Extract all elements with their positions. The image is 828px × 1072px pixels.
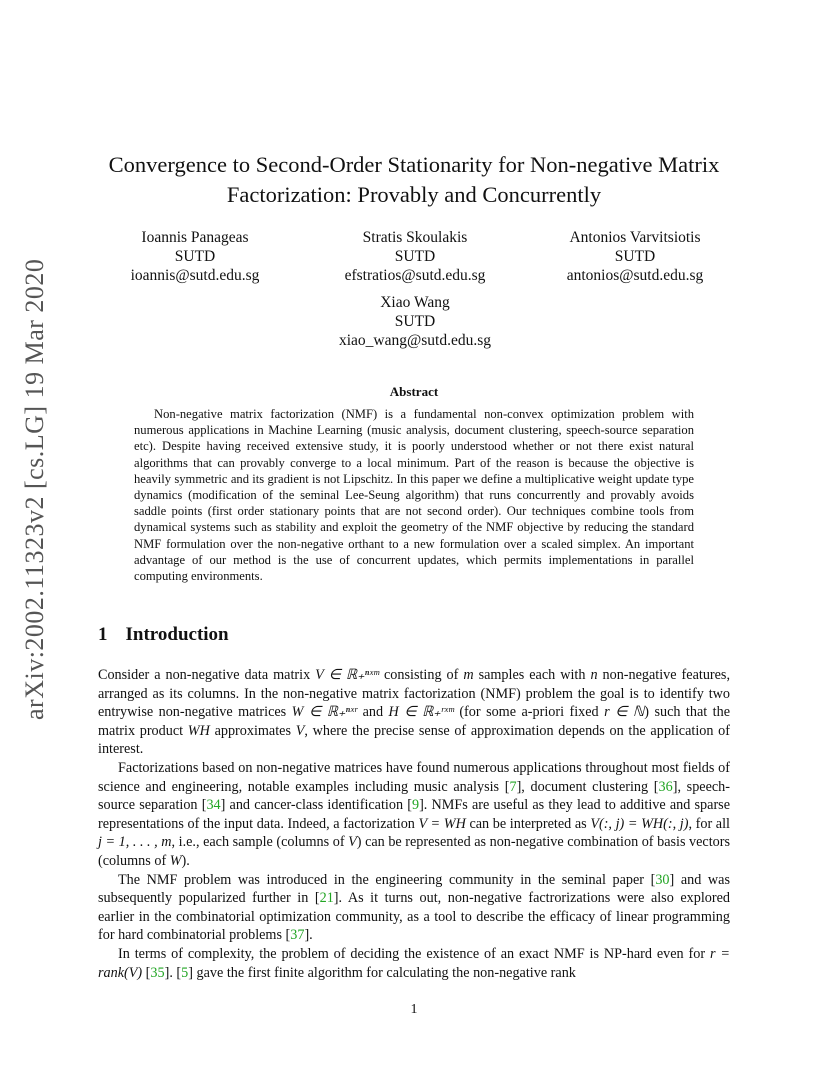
math-inline: V = WH (418, 815, 466, 832)
citation-link[interactable]: 35 (150, 964, 165, 981)
section-number: 1 (98, 624, 108, 645)
citation-link[interactable]: 36 (658, 778, 673, 795)
body-text (98, 666, 730, 982)
text-run: Factorizations based on non-negative matrices have found numerous applications throughout most fields of science and engineering, notable examples including music analysis [ (98, 759, 730, 795)
author-name: Stratis Skoulakis (362, 229, 468, 246)
author-block (120, 228, 710, 350)
section-title: Introduction (125, 624, 229, 645)
citation-link[interactable]: 30 (655, 871, 670, 888)
text-run: ] gave the first finite algorithm for calculating the non-negative rank (188, 964, 576, 981)
author-email: antonios@sutd.edu.sg (566, 267, 704, 284)
text-run: ] and was subsequently popularized further in [ (98, 871, 730, 907)
page-number: 1 (410, 1002, 418, 1017)
author-affiliation: SUTD (614, 248, 656, 265)
abstract-heading: Abstract (389, 384, 439, 399)
text-run: ). (181, 852, 190, 869)
text-run: approximates (209, 722, 296, 739)
text-run: Consider a non-negative data matrix (98, 667, 316, 683)
math-inline: V ∈ ℝ₊ⁿˣᵐ (315, 667, 380, 683)
section-heading (98, 624, 229, 646)
text-run: (for some a-priori fixed (453, 704, 605, 721)
math-inline: V (348, 834, 357, 851)
paragraph (98, 759, 730, 871)
text-run: , for all (688, 815, 730, 832)
author-email: ioannis@sutd.edu.sg (130, 267, 260, 284)
text-run: ]. [ (164, 964, 182, 981)
text-run: In terms of complexity, the problem of deciding the existence of an exact NMF is NP-hard even for (118, 945, 710, 962)
citation-link[interactable]: 21 (319, 890, 334, 907)
author-affiliation: SUTD (174, 248, 216, 265)
text-run: ]. As it turns out, non-negative factrorizations were also explored earlier in the combinatorial optimization community, as a tool to describe the efficacy of linear programming for hard combinatorial problems [ (98, 890, 730, 944)
author-name: Ioannis Panageas (141, 229, 249, 246)
math-inline: j = 1, . . . , m (98, 834, 172, 851)
math-inline: H ∈ ℝ₊ʳˣᵐ (388, 704, 454, 721)
author-entry (339, 293, 491, 350)
text-run: ] and cancer-class identification [ (220, 797, 412, 814)
citation-link[interactable]: 9 (411, 797, 420, 814)
author-entry (120, 228, 270, 285)
math-inline: n (590, 667, 598, 683)
math-inline: W ∈ ℝ₊ⁿˣʳ (291, 704, 358, 721)
citation-link[interactable]: 7 (509, 778, 517, 795)
text-run: ) such that the matrix product (98, 704, 730, 739)
text-run: and (357, 704, 389, 721)
paragraph (98, 945, 730, 982)
text-run: ]. NMFs are useful as they lead to additive and sparse representations of the input data. Indeed, a factorization (98, 797, 730, 832)
paragraph (98, 666, 730, 759)
text-run: , where the precise sense of approximation depends on the application of interest. (98, 722, 730, 758)
citation-link[interactable]: 37 (290, 927, 305, 944)
math-inline: V (295, 722, 305, 739)
math-inline: W (169, 852, 182, 869)
citation-link[interactable]: 34 (206, 797, 221, 814)
text-run: ) can be represented as non-negative combination of basis vectors (columns of (98, 834, 731, 869)
author-affiliation: SUTD (394, 248, 436, 265)
text-run: The NMF problem was introduced in the engineering community in the seminal paper [ (118, 871, 656, 888)
abstract-text: Non-negative matrix factorization (NMF) is a fundamental non-convex optimization problem with numerous applications in Machine Learning (music analysis, document clustering, speech-source separation etc). Despite having received extensive study, it is poorly understood whether or not there exist natural algorithms that can provably converge to a local minimum. Part of the reason is because the objective is heavily symmetric and its gradient is not Lipschitz. In this paper we define a multiplicative weight update type dynamics (modification of the seminal Lee-Seung algorithm) that runs concurrently and provably avoids saddle points (first order stationary points that are not second order). Our techniques combine tools from dynamical systems such as stability and exploit the geometry of the NMF objective by reducing the standard NMF formulation over the non-negative orthant to a new formulation over a scaled simplex. An important advantage of our method is the use of concurrent updates, which permits implementations in parallel computing environments. (134, 407, 694, 584)
author-email: efstratios@sutd.edu.sg (344, 267, 486, 284)
math-inline: r ∈ ℕ (604, 704, 645, 721)
math-inline: r = rank(V) (98, 945, 730, 981)
author-affiliation: SUTD (394, 313, 436, 330)
author-name: Antonios Varvitsiotis (569, 229, 701, 246)
text-run: ], speech-source separation [ (98, 778, 730, 814)
text-run: [ (142, 964, 151, 981)
text-run: samples each with (473, 667, 591, 683)
citation-link[interactable]: 5 (181, 964, 189, 981)
text-run: non-negative features, arranged as its columns. In the non-negative matrix factorization (NMF) problem the goal is to identify two entrywise non-negative matrices (98, 667, 730, 721)
author-name: Xiao Wang (380, 294, 450, 311)
paper-title: Convergence to Second-Order Stationarity for Non-negative Matrix Factorization: Provably and Concurrently (108, 152, 720, 207)
author-entry (560, 228, 710, 285)
author-row-second (120, 293, 710, 350)
author-row-first (120, 228, 710, 285)
paragraph (98, 871, 730, 945)
text-run: , i.e., each sample (columns of (171, 834, 349, 851)
text-run: ]. (304, 927, 313, 944)
math-inline: V(:, j) = WH(:, j) (590, 815, 689, 832)
math-inline: m (463, 667, 474, 683)
text-run: ], document clustering [ (516, 778, 659, 795)
text-run: consisting of (379, 667, 464, 683)
math-inline: WH (187, 722, 210, 739)
author-email: xiao_wang@sutd.edu.sg (338, 332, 492, 349)
author-entry (340, 228, 490, 285)
arxiv-identifier: arXiv:2002.11323v2 [cs.LG] 19 Mar 2020 (20, 258, 49, 720)
text-run: can be interpreted as (465, 815, 591, 832)
